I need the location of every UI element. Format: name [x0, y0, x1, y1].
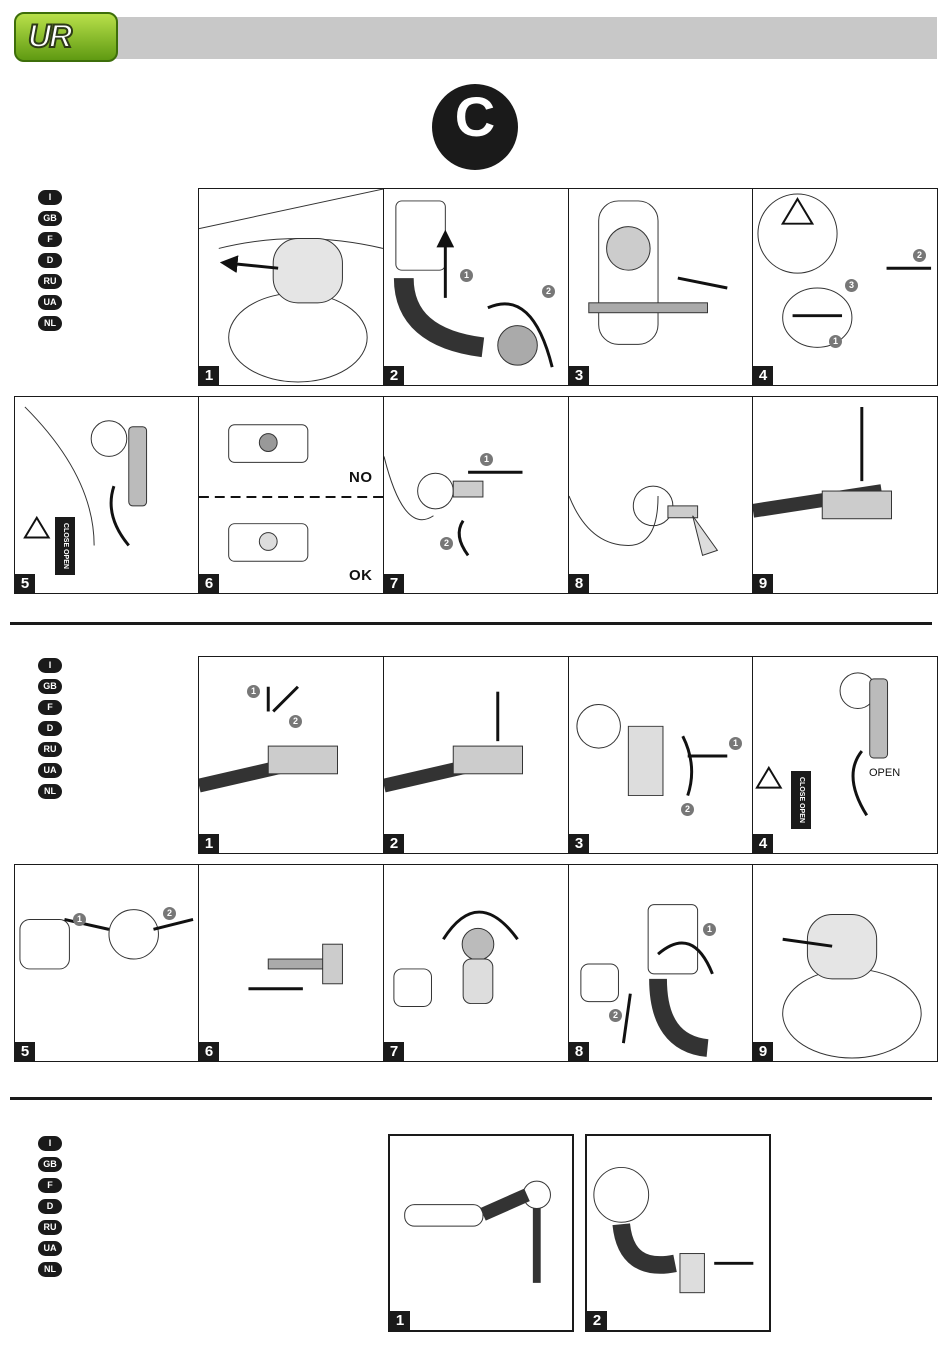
step-number: 5 [15, 574, 35, 593]
language-list-2 [38, 658, 62, 799]
sub-step-2: 2 [542, 285, 555, 298]
step-number: 4 [753, 834, 773, 853]
s2-step-4-panel [752, 656, 938, 854]
brand-logo [14, 12, 118, 62]
sub-step-1: 1 [729, 737, 742, 750]
sub-step-2: 2 [913, 249, 926, 262]
language-list-1 [38, 190, 62, 331]
lang-badge: I [38, 658, 62, 673]
s2-step-8-panel [568, 864, 754, 1062]
section-letter-badge: C [432, 84, 518, 170]
step-number: 4 [753, 366, 773, 385]
locked-hitch-illustration [569, 397, 753, 593]
lock-release-illustration [15, 865, 199, 1061]
close-open-indicator: CLOSE OPEN [791, 771, 811, 829]
hitch-remove-illustration [569, 865, 753, 1061]
s3-step-1-panel [388, 1134, 574, 1332]
lang-badge: D [38, 253, 62, 268]
lock-and-keys-illustration [390, 1136, 572, 1330]
step-number: 3 [569, 834, 589, 853]
sub-step-3: 3 [845, 279, 858, 292]
s1-step-3-panel [568, 188, 754, 386]
sub-step-1: 1 [73, 913, 86, 926]
s2-step-6-panel [198, 864, 384, 1062]
lang-badge: GB [38, 679, 62, 694]
step-number: 2 [587, 1311, 607, 1330]
lang-badge: UA [38, 295, 62, 310]
step-number: 8 [569, 574, 589, 593]
step-number: 3 [569, 366, 589, 385]
step-number: 9 [753, 574, 773, 593]
step-number: 1 [199, 834, 219, 853]
step-number: 2 [384, 366, 404, 385]
s2-step-7-panel [383, 864, 569, 1062]
sub-step-2: 2 [440, 537, 453, 550]
open-label: OPEN [869, 767, 901, 779]
logo-text: UR [28, 18, 71, 54]
lock-insert-illustration [587, 1136, 769, 1330]
lever-open-illustration [753, 657, 937, 853]
cover-removal-illustration [199, 189, 383, 385]
sub-step-1: 1 [703, 923, 716, 936]
lever-close-illustration [15, 397, 199, 593]
step-number: 6 [199, 1042, 219, 1061]
step-number: 8 [569, 1042, 589, 1061]
s1-step-6-panel [198, 396, 384, 594]
sub-step-2: 2 [681, 803, 694, 816]
sub-step-2: 2 [609, 1009, 622, 1022]
s1-step-4-panel [752, 188, 938, 386]
ok-marker: OK [349, 567, 373, 584]
lang-badge: GB [38, 1157, 62, 1172]
step-number: 1 [199, 366, 219, 385]
coupling-attach-illustration [753, 397, 937, 593]
step-number: 9 [753, 1042, 773, 1061]
lang-badge: I [38, 190, 62, 205]
s1-step-8-panel [568, 396, 754, 594]
step-number: 7 [384, 1042, 404, 1061]
step-number: 5 [15, 1042, 35, 1061]
cover-replace-illustration [753, 865, 937, 1061]
s2-step-1-panel [198, 656, 384, 854]
section-divider [10, 1097, 932, 1100]
sub-step-1: 1 [460, 269, 473, 282]
hitch-insert-illustration [384, 189, 568, 385]
lang-badge: UA [38, 763, 62, 778]
lang-badge: UA [38, 1241, 62, 1256]
lang-badge: RU [38, 274, 62, 289]
sub-step-2: 2 [163, 907, 176, 920]
coupling-lift-illustration [384, 657, 568, 853]
step-number: 6 [199, 574, 219, 593]
sub-step-1: 1 [829, 335, 842, 348]
s1-step-1-panel [198, 188, 384, 386]
s1-step-5-panel [14, 396, 200, 594]
s1-step-7-panel [383, 396, 569, 594]
step-number: 7 [384, 574, 404, 593]
lang-badge: D [38, 721, 62, 736]
s2-step-2-panel [383, 656, 569, 854]
lang-badge: RU [38, 742, 62, 757]
lang-badge: D [38, 1199, 62, 1214]
sub-step-1: 1 [480, 453, 493, 466]
lang-badge: NL [38, 1262, 62, 1277]
s3-step-2-panel [585, 1134, 771, 1332]
header-bar [112, 17, 937, 59]
lang-badge: F [38, 232, 62, 247]
coupling-release-illustration [199, 657, 383, 853]
lock-open-illustration [569, 657, 753, 853]
lock-pin-illustration [569, 189, 753, 385]
lang-badge: NL [38, 784, 62, 799]
ball-rotate-illustration [384, 865, 568, 1061]
s2-step-5-panel [14, 864, 200, 1062]
lang-badge: F [38, 700, 62, 715]
indicator-check-illustration [199, 397, 383, 593]
section-divider [10, 622, 932, 625]
close-open-indicator: CLOSE OPEN [55, 517, 75, 575]
step-number: 1 [390, 1311, 410, 1330]
no-marker: NO [349, 469, 373, 486]
lang-badge: F [38, 1178, 62, 1193]
sub-step-1: 1 [247, 685, 260, 698]
sub-step-2: 2 [289, 715, 302, 728]
s2-step-3-panel [568, 656, 754, 854]
step-number: 2 [384, 834, 404, 853]
lang-badge: NL [38, 316, 62, 331]
lever-push-illustration [384, 397, 568, 593]
s2-step-9-panel [752, 864, 938, 1062]
s1-step-2-panel [383, 188, 569, 386]
lang-badge: RU [38, 1220, 62, 1235]
lang-badge: GB [38, 211, 62, 226]
pin-remove-illustration [199, 865, 383, 1061]
language-list-3 [38, 1136, 62, 1277]
s1-step-9-panel [752, 396, 938, 594]
lang-badge: I [38, 1136, 62, 1151]
